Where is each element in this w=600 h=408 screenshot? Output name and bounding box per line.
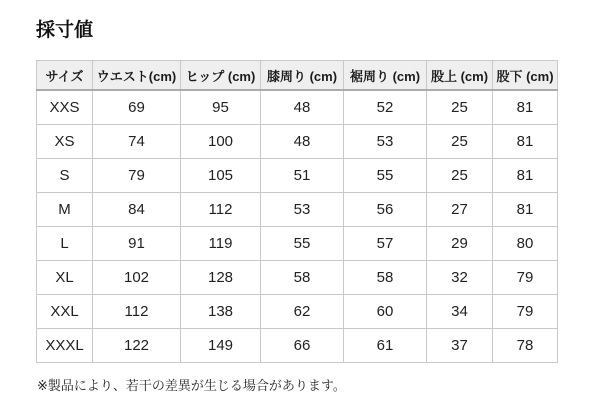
column-header-waist: ウエスト(cm) <box>93 60 181 90</box>
size-cell: L <box>37 226 93 260</box>
size-cell: M <box>37 192 93 226</box>
measurement-cell: 79 <box>493 260 558 294</box>
table-row <box>37 260 558 294</box>
size-cell: XS <box>37 124 93 158</box>
measurement-cell: 27 <box>427 192 493 226</box>
measurement-cell: 55 <box>344 158 427 192</box>
size-chart-table <box>36 60 558 363</box>
measurement-cell: 100 <box>181 124 261 158</box>
measurement-cell: 81 <box>493 158 558 192</box>
measurement-cell: 78 <box>493 328 558 362</box>
header-row <box>37 60 558 90</box>
table-row <box>37 90 558 124</box>
table-row <box>37 226 558 260</box>
size-cell: S <box>37 158 93 192</box>
column-header-hip: ヒップ (cm) <box>181 60 261 90</box>
page-title: 採寸値 <box>36 20 94 41</box>
measurement-cell: 138 <box>181 294 261 328</box>
measurement-cell: 58 <box>261 260 344 294</box>
measurement-cell: 66 <box>261 328 344 362</box>
measurement-cell: 57 <box>344 226 427 260</box>
measurement-cell: 51 <box>261 158 344 192</box>
column-header-rise: 股上 (cm) <box>427 60 493 90</box>
size-cell: XXL <box>37 294 93 328</box>
measurement-cell: 119 <box>181 226 261 260</box>
measurement-cell: 149 <box>181 328 261 362</box>
measurement-cell: 122 <box>93 328 181 362</box>
table-row <box>37 328 558 362</box>
measurement-cell: 80 <box>493 226 558 260</box>
measurement-cell: 102 <box>93 260 181 294</box>
column-header-knee: 膝周り (cm) <box>261 60 344 90</box>
measurement-cell: 25 <box>427 158 493 192</box>
measurement-cell: 25 <box>427 90 493 124</box>
column-header-hem: 裾周り (cm) <box>344 60 427 90</box>
table-row <box>37 192 558 226</box>
measurement-cell: 112 <box>93 294 181 328</box>
measurement-cell: 128 <box>181 260 261 294</box>
measurement-cell: 56 <box>344 192 427 226</box>
measurement-cell: 95 <box>181 90 261 124</box>
measurement-cell: 74 <box>93 124 181 158</box>
disclaimer-note: ※製品により、若干の差異が生じる場合があります。 <box>37 377 346 393</box>
measurement-cell: 69 <box>93 90 181 124</box>
measurement-cell: 32 <box>427 260 493 294</box>
table-row <box>37 124 558 158</box>
table-row <box>37 158 558 192</box>
measurement-cell: 61 <box>344 328 427 362</box>
size-cell: XXXL <box>37 328 93 362</box>
measurement-cell: 79 <box>493 294 558 328</box>
table-body <box>37 90 558 362</box>
measurement-cell: 81 <box>493 192 558 226</box>
measurement-cell: 58 <box>344 260 427 294</box>
measurement-cell: 53 <box>261 192 344 226</box>
column-header-inseam: 股下 (cm) <box>493 60 558 90</box>
measurement-cell: 81 <box>493 90 558 124</box>
measurement-cell: 48 <box>261 124 344 158</box>
measurement-cell: 25 <box>427 124 493 158</box>
size-cell: XXS <box>37 90 93 124</box>
measurement-cell: 52 <box>344 90 427 124</box>
measurement-cell: 81 <box>493 124 558 158</box>
measurement-cell: 55 <box>261 226 344 260</box>
measurement-cell: 112 <box>181 192 261 226</box>
measurement-cell: 84 <box>93 192 181 226</box>
measurement-cell: 105 <box>181 158 261 192</box>
measurement-cell: 79 <box>93 158 181 192</box>
column-header-size: サイズ <box>37 60 93 90</box>
size-cell: XL <box>37 260 93 294</box>
measurement-cell: 53 <box>344 124 427 158</box>
measurement-cell: 29 <box>427 226 493 260</box>
table-row <box>37 294 558 328</box>
measurement-cell: 91 <box>93 226 181 260</box>
measurement-cell: 62 <box>261 294 344 328</box>
measurement-cell: 48 <box>261 90 344 124</box>
measurement-cell: 34 <box>427 294 493 328</box>
measurement-cell: 37 <box>427 328 493 362</box>
measurement-cell: 60 <box>344 294 427 328</box>
